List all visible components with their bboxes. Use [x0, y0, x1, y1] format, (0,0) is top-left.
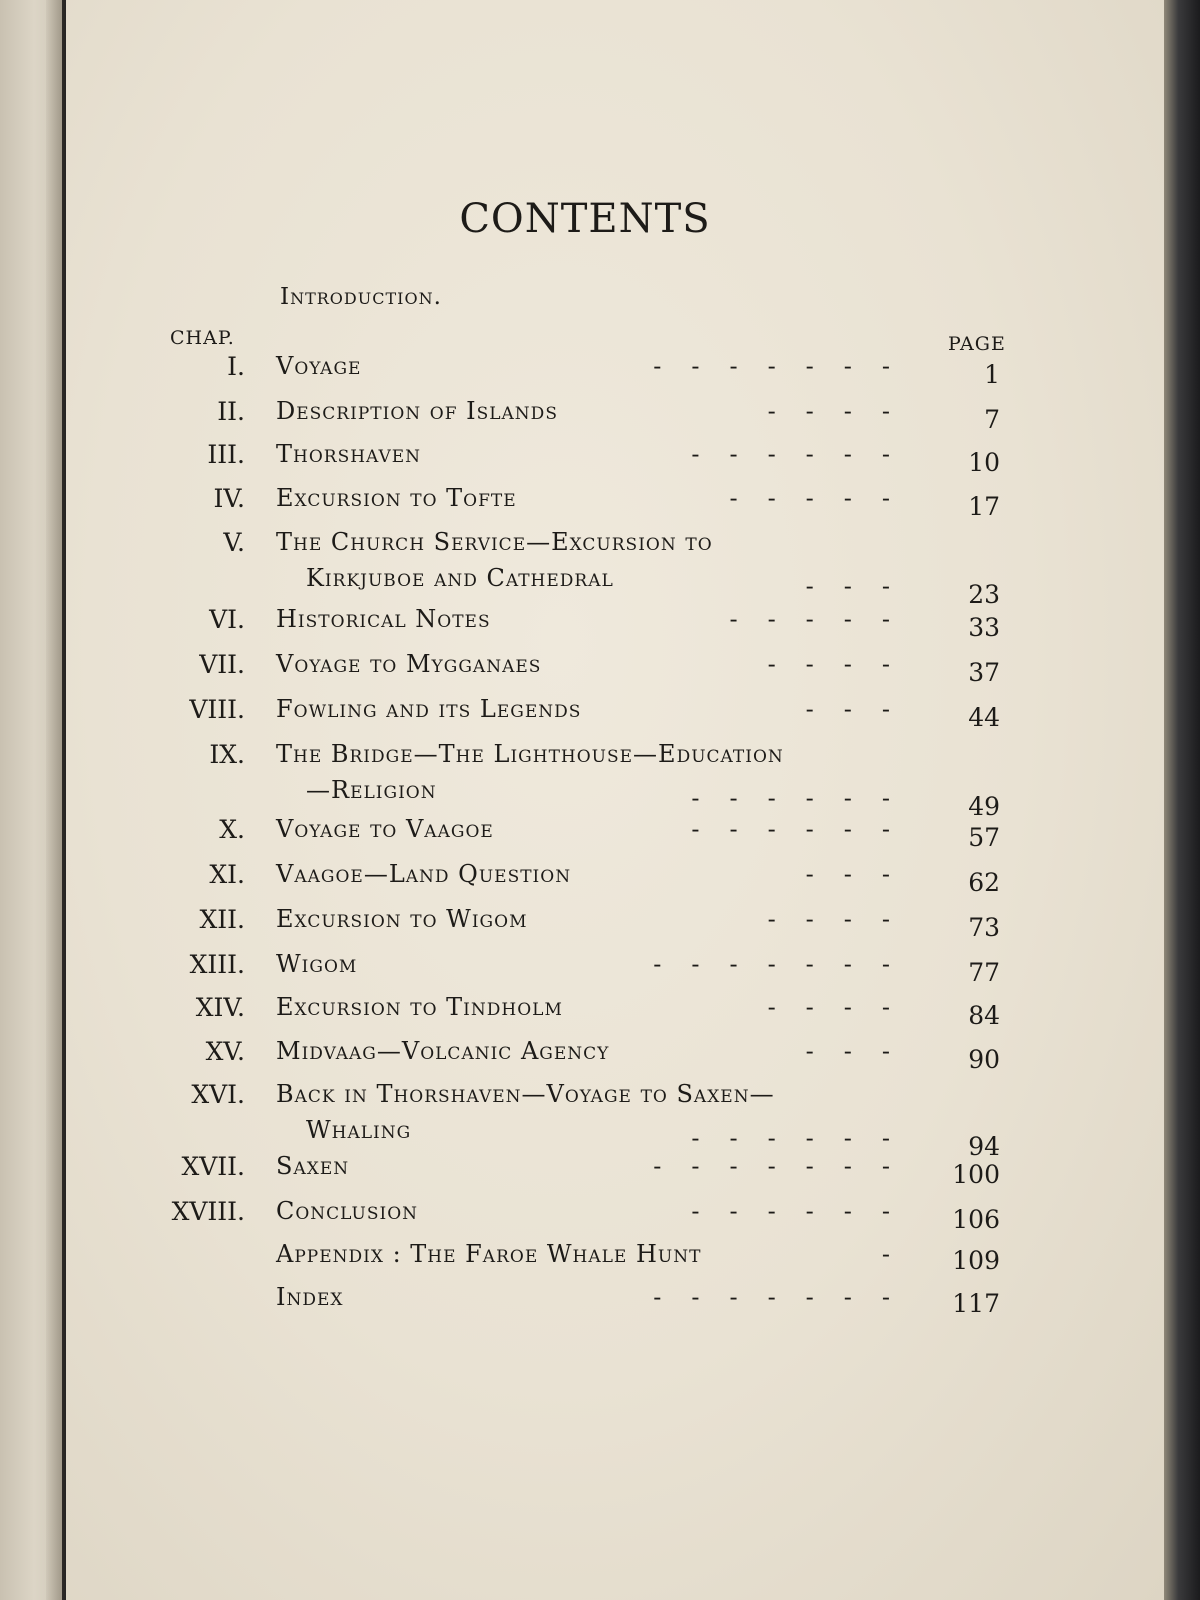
leader-dashes: --- — [805, 695, 920, 723]
chapter-number: V. — [223, 528, 245, 557]
toc-entry — [0, 352, 1170, 392]
leader-dashes: ------ — [691, 1124, 920, 1152]
toc-entry — [0, 905, 1170, 945]
chapter-number: XIII. — [189, 950, 245, 979]
page-number: 94 — [968, 1132, 1000, 1161]
toc-entry — [0, 605, 1170, 645]
leader-dashes: ------- — [653, 1283, 920, 1311]
toc-entry — [0, 950, 1170, 990]
leader-dashes: - — [881, 1240, 920, 1268]
page-number: 100 — [952, 1160, 1000, 1189]
page-number: 37 — [968, 658, 1000, 687]
chapter-title: Excursion to Tindholm — [276, 993, 563, 1021]
leader-dashes: ----- — [729, 605, 920, 633]
leader-dashes: ---- — [767, 993, 920, 1021]
chapter-title: The Church Service—Excursion to — [276, 528, 713, 556]
chapter-number: XVII. — [181, 1152, 245, 1181]
index-title: Index — [276, 1283, 344, 1311]
toc-entry — [0, 695, 1170, 735]
page-number: 84 — [968, 1001, 1000, 1030]
chapter-number: VIII. — [189, 695, 245, 724]
toc-entry — [0, 528, 1170, 609]
chapter-title: Excursion to Tofte — [276, 484, 517, 512]
introduction-entry: Introduction. — [280, 284, 442, 310]
leader-dashes: ------- — [653, 950, 920, 978]
chapter-title-continued: —Religion — [306, 776, 437, 804]
chapter-title: Vaagoe—Land Question — [276, 860, 572, 888]
chapter-number: IV. — [213, 484, 245, 513]
page-title: CONTENTS — [459, 196, 711, 242]
toc-entry — [0, 1037, 1170, 1077]
leader-dashes: --- — [805, 860, 920, 888]
appendix-title: Appendix : The Faroe Whale Hunt — [276, 1240, 702, 1268]
chapter-title: Wigom — [276, 950, 358, 978]
chapter-title: Midvaag—Volcanic Agency — [276, 1037, 610, 1065]
chapter-number: VII. — [199, 650, 245, 679]
chapter-number: XVIII. — [171, 1197, 245, 1226]
chapter-title: The Bridge—The Lighthouse—Education — [276, 740, 784, 768]
index-entry — [0, 1283, 1170, 1323]
chapter-number: II. — [217, 397, 245, 426]
page-number: 77 — [968, 958, 1000, 987]
toc-entry — [0, 740, 1170, 821]
page-number: 49 — [968, 792, 1000, 821]
chapter-number: XIV. — [195, 993, 245, 1022]
appendix-entry — [0, 1240, 1170, 1280]
chapter-number: XVI. — [191, 1080, 245, 1109]
leader-dashes: ---- — [767, 650, 920, 678]
chapter-number: XI. — [209, 860, 245, 889]
toc-entry — [0, 1080, 1170, 1161]
page-number: 90 — [968, 1045, 1000, 1074]
chapter-number: I. — [227, 352, 245, 381]
chapter-number: III. — [207, 440, 245, 469]
page-number: 10 — [968, 448, 1000, 477]
page-number: 23 — [968, 580, 1000, 609]
chapter-number: X. — [219, 815, 245, 844]
page-number: 33 — [968, 613, 1000, 642]
chapter-title: Back in Thorshaven—Voyage to Saxen— — [276, 1080, 775, 1108]
leader-dashes: ------- — [653, 1152, 920, 1180]
leader-dashes: --- — [805, 572, 920, 600]
chapter-title: Conclusion — [276, 1197, 419, 1225]
chapter-title-continued: Kirkjuboe and Cathedral — [306, 564, 614, 592]
toc-entry — [0, 397, 1170, 437]
leader-dashes: ---- — [767, 397, 920, 425]
toc-entry — [0, 484, 1170, 524]
chapter-number: XII. — [199, 905, 245, 934]
page-number: 57 — [968, 823, 1000, 852]
chapter-title: Historical Notes — [276, 605, 491, 633]
page-number: 62 — [968, 868, 1000, 897]
chapter-title: Voyage — [276, 352, 362, 380]
page-number: 73 — [968, 913, 1000, 942]
toc-entry — [0, 1197, 1170, 1237]
leader-dashes: ------- — [653, 352, 920, 380]
leader-dashes: ------ — [691, 784, 920, 812]
page-number: 17 — [968, 492, 1000, 521]
chapter-title: Excursion to Wigom — [276, 905, 528, 933]
leader-dashes: ---- — [767, 905, 920, 933]
chapter-title-continued: Whaling — [306, 1116, 412, 1144]
toc-entry — [0, 860, 1170, 900]
leader-dashes: --- — [805, 1037, 920, 1065]
chapter-title: Thorshaven — [276, 440, 422, 468]
chapter-title: Fowling and its Legends — [276, 695, 582, 723]
chapter-column-header: CHAP. — [170, 327, 235, 349]
page-number: 109 — [952, 1246, 1000, 1275]
leader-dashes: ------ — [691, 815, 920, 843]
toc-entry — [0, 440, 1170, 480]
page-number: 117 — [952, 1289, 1000, 1318]
chapter-number: XV. — [205, 1037, 245, 1066]
toc-entry — [0, 650, 1170, 690]
chapter-title: Saxen — [276, 1152, 350, 1180]
chapter-number: VI. — [209, 605, 245, 634]
chapter-title: Voyage to Mygganaes — [276, 650, 542, 678]
leader-dashes: ------ — [691, 440, 920, 468]
page-number: 7 — [984, 405, 1000, 434]
chapter-title: Description of Islands — [276, 397, 558, 425]
toc-entry — [0, 815, 1170, 855]
page-number: 106 — [952, 1205, 1000, 1234]
toc-entry — [0, 1152, 1170, 1192]
page-number: 1 — [984, 360, 1000, 389]
page-number: 44 — [968, 703, 1000, 732]
page-column-header: PAGE — [948, 333, 1006, 355]
leader-dashes: ------ — [691, 1197, 920, 1225]
chapter-title: Voyage to Vaagoe — [276, 815, 494, 843]
chapter-number: IX. — [209, 740, 245, 769]
toc-entry — [0, 993, 1170, 1033]
leader-dashes: ----- — [729, 484, 920, 512]
